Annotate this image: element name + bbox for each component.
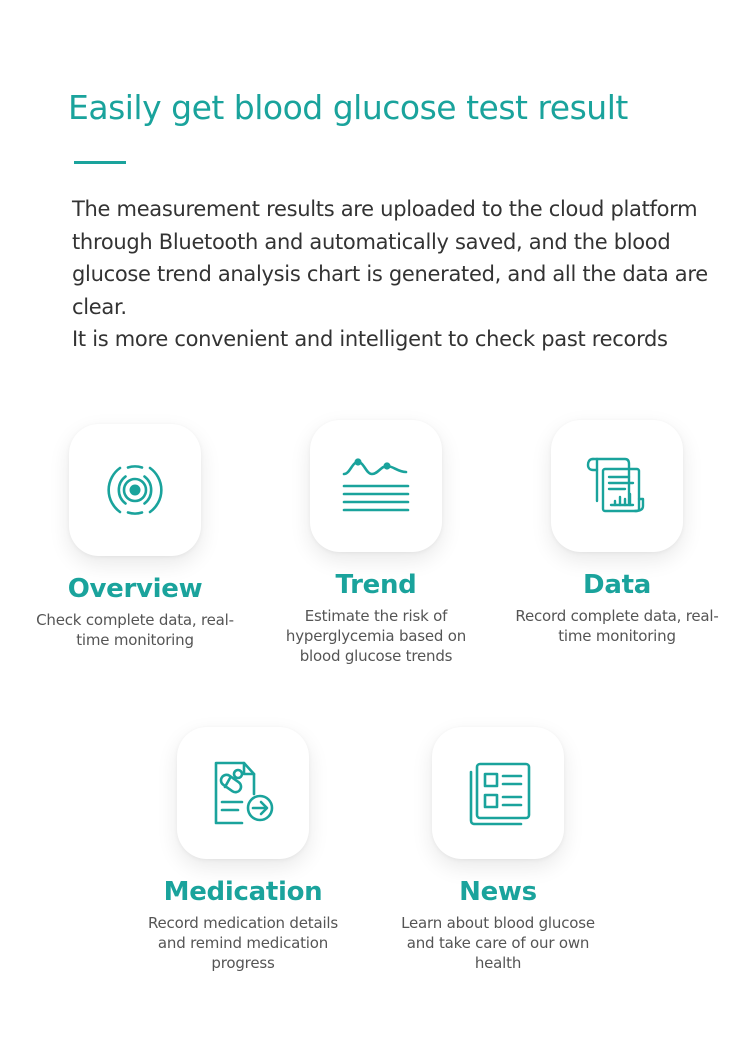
news-icon xyxy=(463,758,533,828)
feature-news[interactable] xyxy=(383,727,613,973)
data-report-icon xyxy=(585,453,649,519)
trend-tile[interactable] xyxy=(310,420,442,552)
feature-description: Check complete data, real-time monitoring xyxy=(36,611,234,649)
title-underline xyxy=(74,161,126,164)
feature-trend[interactable] xyxy=(261,420,491,666)
data-tile[interactable] xyxy=(551,420,683,552)
news-tile[interactable] xyxy=(432,727,564,859)
feature-description: Learn about blood glucose and take care of our own health xyxy=(401,914,595,972)
feature-title: Data xyxy=(583,570,651,600)
signal-icon xyxy=(103,458,167,522)
feature-title: News xyxy=(459,877,537,907)
intro-note: It is more convenient and intelligent to check past records xyxy=(72,327,668,351)
feature-title: Overview xyxy=(67,574,203,604)
feature-data[interactable] xyxy=(502,420,732,646)
intro-text xyxy=(72,193,712,356)
feature-title: Medication xyxy=(163,877,323,907)
feature-overview[interactable] xyxy=(20,424,250,650)
medication-icon xyxy=(208,758,278,828)
feature-description: Record medication details and remind medication progress xyxy=(147,914,339,972)
feature-title: Trend xyxy=(335,570,417,600)
intro-paragraph: The measurement results are uploaded to the cloud platform through Bluetooth and automatically saved, and the blood glucose trend analysis chart is generated, and all the data are clear. xyxy=(72,197,708,319)
feature-description: Record complete data, real-time monitoring xyxy=(515,607,719,645)
feature-description: Estimate the risk of hyperglycemia based on blood glucose trends xyxy=(285,607,467,665)
trend-chart-icon xyxy=(340,454,412,518)
feature-medication[interactable] xyxy=(128,727,358,973)
overview-tile[interactable] xyxy=(69,424,201,556)
page-title: Easily get blood glucose test result xyxy=(68,88,628,127)
medication-tile[interactable] xyxy=(177,727,309,859)
